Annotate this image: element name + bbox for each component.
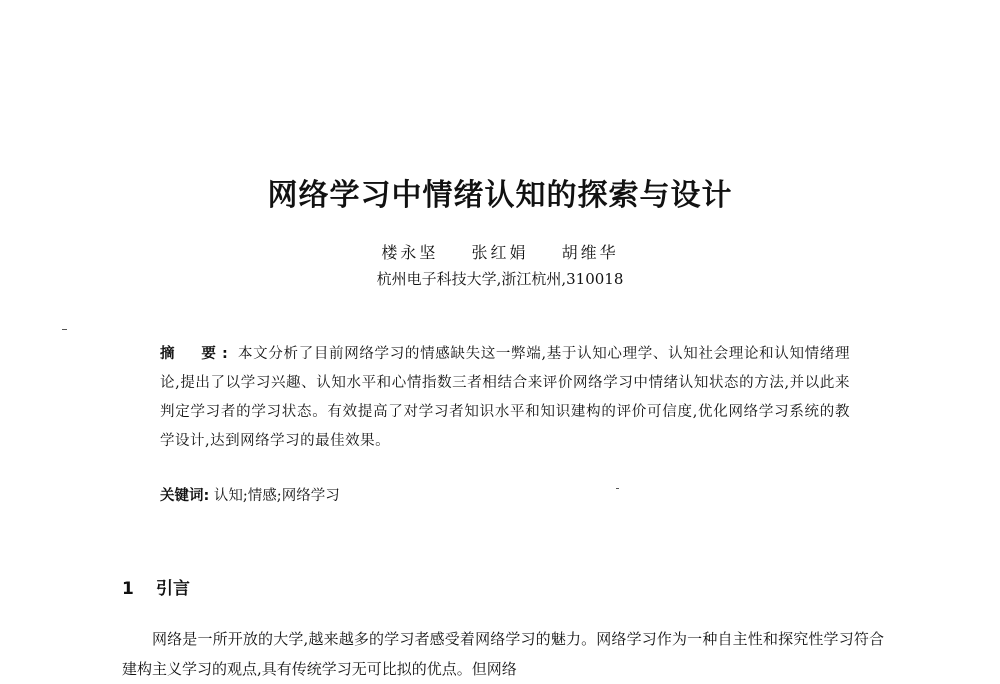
section-number: 1 — [122, 579, 134, 599]
abstract-block — [160, 340, 850, 456]
keywords-text: 认知;情感;网络学习 — [213, 488, 340, 504]
section-heading — [122, 574, 190, 599]
scan-speck — [62, 329, 67, 330]
abstract-label: 摘 要: — [160, 346, 234, 362]
author-list — [0, 240, 1000, 263]
keywords-block — [160, 482, 850, 511]
author-name: 胡维华 — [561, 243, 619, 262]
section-body-paragraph: 网络是一所开放的大学,越来越多的学习者感受着网络学习的魅力。网络学习作为一种自主性和探究性学习符合建构主义学习的观点,具有传统学习无可比拟的优点。但网络 — [122, 630, 884, 678]
keywords-label: 关键词: — [160, 488, 210, 504]
section-title: 引言 — [156, 579, 190, 599]
scan-speck — [616, 488, 619, 489]
paper-title: 网络学习中情绪认知的探索与设计 — [267, 178, 733, 213]
author-affiliation: 杭州电子科技大学,浙江杭州,310018 — [376, 270, 624, 288]
abstract-text: 本文分析了目前网络学习的情感缺失这一弊端,基于认知心理学、认知社会理论和认知情绪理论,提出了以学习兴趣、认知水平和心情指数三者相结合来评价网络学习中情绪认知状态的方法,并以此来判定学习者的学习状态。有效提高了对学习者知识水平和知识建构的评价可信度,优化网络学习系统的教学设计,达到网络学习的最佳效果。 — [160, 346, 850, 449]
author-name: 张红娟 — [471, 243, 529, 262]
author-name: 楼永坚 — [381, 243, 439, 262]
